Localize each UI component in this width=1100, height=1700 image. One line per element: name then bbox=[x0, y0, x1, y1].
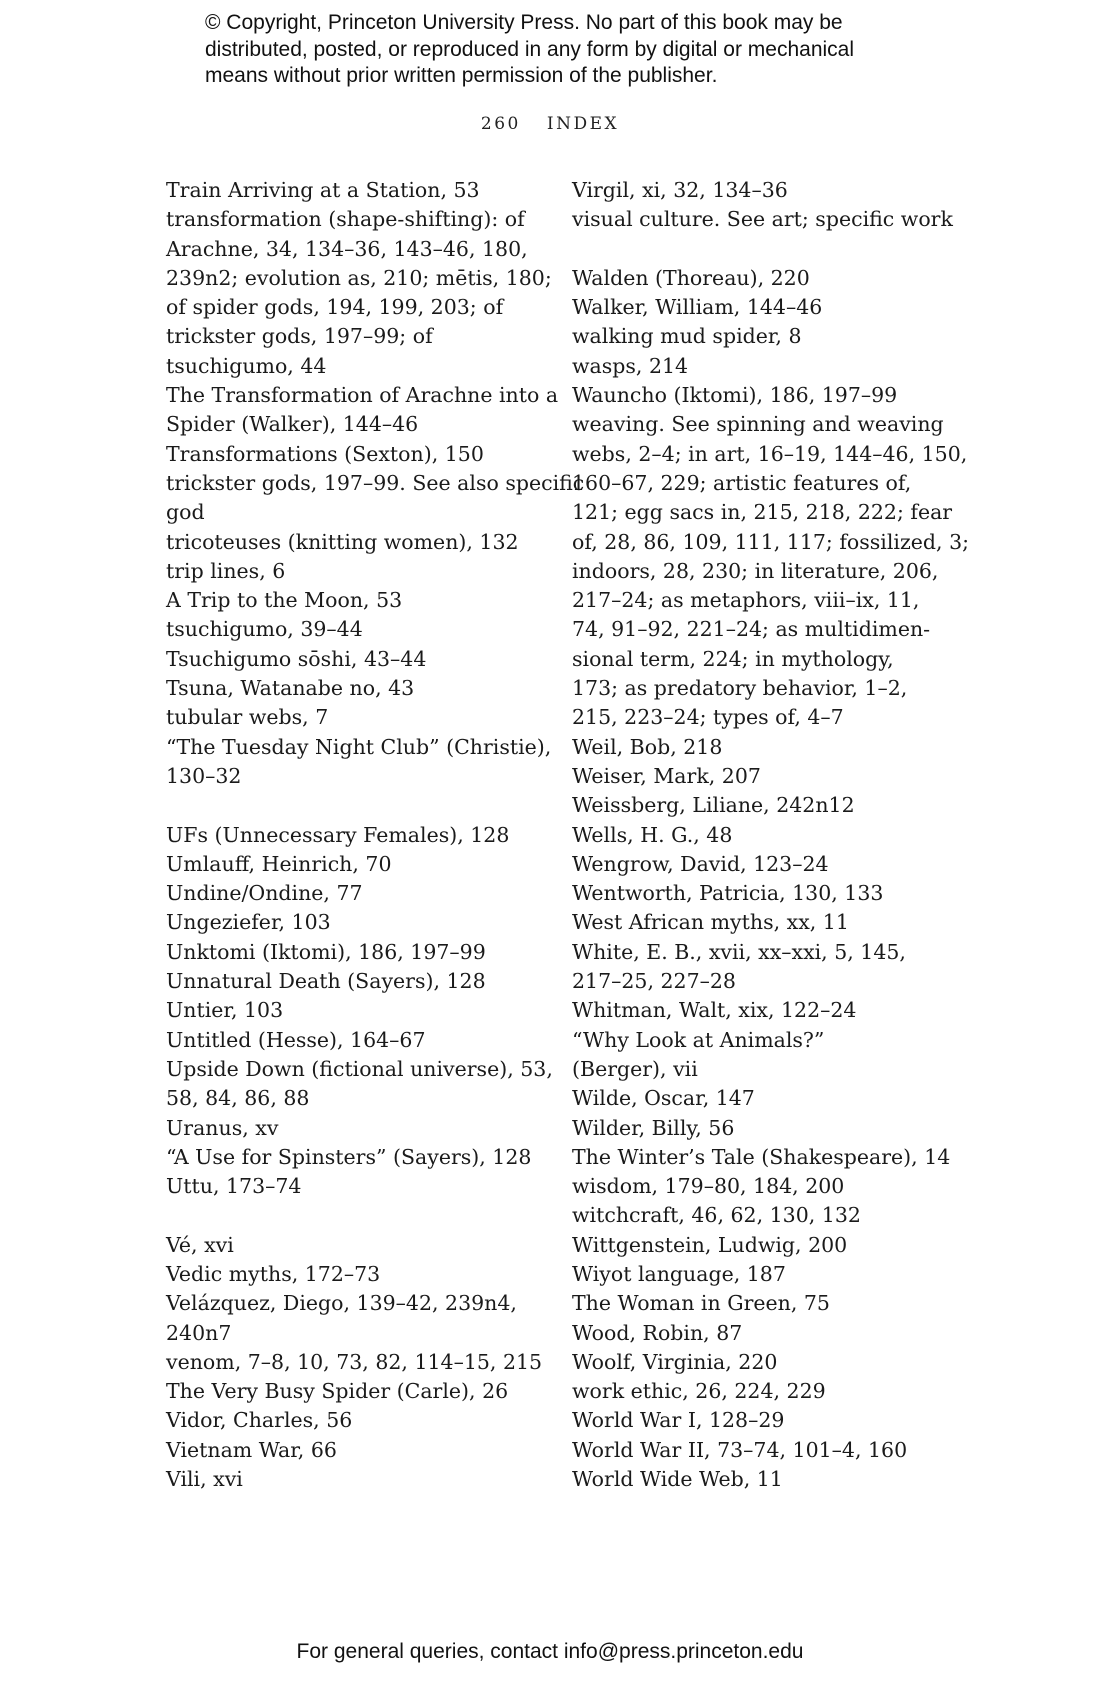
index-entry-line: trip lines, 6 bbox=[166, 558, 286, 583]
index-column-left bbox=[166, 176, 585, 1494]
index-entry-line: transformation (shape-shifting): of bbox=[166, 207, 525, 232]
index-entry bbox=[572, 1231, 952, 1260]
group-gap bbox=[572, 235, 952, 264]
index-group-v bbox=[166, 1231, 543, 1495]
index-entry bbox=[166, 1143, 536, 1172]
index-entry-line: venom, 7–8, 10, 73, 82, 114–15, 215 bbox=[166, 1349, 543, 1374]
index-entry bbox=[572, 1114, 952, 1143]
index-entry-line: Walker, William, 144–46 bbox=[572, 295, 823, 320]
index-entry bbox=[166, 528, 536, 557]
index-entry bbox=[166, 1348, 543, 1377]
index-entry-line: god bbox=[166, 500, 205, 525]
index-entry-line: weaving. See spinning and weaving bbox=[572, 412, 944, 437]
index-entry bbox=[572, 1406, 952, 1435]
index-entry-line: 130–32 bbox=[166, 763, 242, 788]
index-entry bbox=[572, 322, 952, 351]
index-entry bbox=[166, 1289, 536, 1348]
index-entry-line: 121; egg sacs in, 215, 218, 222; fear bbox=[572, 500, 953, 525]
index-entry-line: Unktomi (Iktomi), 186, 197–99 bbox=[166, 939, 486, 964]
index-entry bbox=[572, 1143, 952, 1172]
index-entry-line: 74, 91–92, 221–24; as multidimen- bbox=[572, 617, 931, 642]
page-number: 260 bbox=[480, 114, 521, 134]
index-entry-line: Uranus, xv bbox=[166, 1115, 279, 1140]
index-entry bbox=[166, 1406, 536, 1435]
index-entry bbox=[166, 1172, 536, 1201]
index-entry bbox=[572, 352, 952, 381]
index-entry-line: of spider gods, 194, 199, 203; of bbox=[166, 295, 504, 320]
index-entry bbox=[166, 1260, 536, 1289]
index-entry-line: A Trip to the Moon, 53 bbox=[166, 588, 403, 613]
index-entry bbox=[166, 1026, 536, 1055]
index-entry-line: Wells, H. G., 48 bbox=[572, 822, 733, 847]
index-entry-line: Wengrow, David, 123–24 bbox=[572, 851, 829, 876]
index-entry-line: The Transformation of Arachne into a bbox=[166, 383, 559, 408]
index-group-v-cont bbox=[572, 176, 952, 235]
index-entry-line: tsuchigumo, 39–44 bbox=[166, 617, 363, 642]
index-entry-line: Virgil, xi, 32, 134–36 bbox=[572, 178, 788, 202]
index-entry-line: “Why Look at Animals?” bbox=[572, 1027, 825, 1052]
index-entry-line: trickster gods, 197–99. See also specific bbox=[166, 470, 585, 495]
index-entry-line: sional term, 224; in mythology, bbox=[572, 646, 894, 671]
index-entry-line: Unnatural Death (Sayers), 128 bbox=[166, 969, 486, 994]
index-entry bbox=[572, 1201, 952, 1230]
index-entry-line: 58, 84, 86, 88 bbox=[166, 1086, 310, 1111]
copyright-line: means without prior written permission of the publisher. bbox=[205, 64, 718, 87]
group-gap bbox=[166, 1201, 536, 1230]
index-entry-line: World War II, 73–74, 101–4, 160 bbox=[572, 1437, 908, 1462]
index-entry bbox=[572, 938, 952, 997]
index-entry-line: Wentworth, Patricia, 130, 133 bbox=[572, 881, 884, 906]
index-entry-line: webs, 2–4; in art, 16–19, 144–46, 150, bbox=[572, 441, 968, 466]
index-entry-line: Wilde, Oscar, 147 bbox=[572, 1086, 755, 1111]
index-entry-line: Wittgenstein, Ludwig, 200 bbox=[572, 1232, 848, 1257]
index-entry-line: Untier, 103 bbox=[166, 998, 284, 1023]
index-entry-line: Whitman, Walt, xix, 122–24 bbox=[572, 998, 857, 1023]
index-entry-line: work ethic, 26, 224, 229 bbox=[572, 1379, 826, 1404]
copyright-line: distributed, posted, or reproduced in any form by digital or mechanical bbox=[205, 37, 855, 61]
index-entry bbox=[572, 205, 952, 234]
index-entry-line: Undine/Ondine, 77 bbox=[166, 881, 363, 906]
index-entry bbox=[166, 733, 552, 792]
index-entry bbox=[166, 821, 536, 850]
index-entry bbox=[166, 1114, 536, 1143]
index-entry bbox=[166, 615, 536, 644]
index-entry-line: 173; as predatory behavior, 1–2, bbox=[572, 676, 908, 701]
running-head bbox=[0, 114, 1100, 134]
section-title: INDEX bbox=[546, 114, 620, 134]
index-entry-line: Arachne, 34, 134–36, 143–46, 180, bbox=[166, 236, 528, 261]
index-entry bbox=[166, 1436, 536, 1465]
index-entry bbox=[166, 1377, 536, 1406]
index-entry-line: Untitled (Hesse), 164–67 bbox=[166, 1027, 426, 1052]
index-entry-line: trickster gods, 197–99; of bbox=[166, 324, 433, 349]
index-entry-line: 239n2; evolution as, 210; mētis, 180; bbox=[166, 265, 552, 290]
index-entry-line: Umlauff, Heinrich, 70 bbox=[166, 851, 392, 876]
index-entry-line: 215, 223–24; types of, 4–7 bbox=[572, 705, 844, 730]
index-entry bbox=[572, 996, 952, 1025]
index-entry bbox=[572, 381, 952, 410]
index-entry-line: Wauncho (Iktomi), 186, 197–99 bbox=[572, 383, 898, 408]
index-entry-line: tsuchigumo, 44 bbox=[166, 353, 327, 378]
index-entry-line: Uttu, 173–74 bbox=[166, 1174, 302, 1199]
index-entry-line: wasps, 214 bbox=[572, 353, 689, 378]
index-entry bbox=[166, 879, 536, 908]
index-entry-line: World War I, 128–29 bbox=[572, 1408, 785, 1433]
index-entry-line: Weil, Bob, 218 bbox=[572, 734, 723, 759]
index-entry-line: 240n7 bbox=[166, 1320, 232, 1345]
index-entry-line: Weiser, Mark, 207 bbox=[572, 763, 761, 788]
index-entry bbox=[572, 176, 952, 205]
index-entry bbox=[166, 938, 536, 967]
index-entry-line: 217–25, 227–28 bbox=[572, 969, 736, 994]
index-entry-line: The Woman in Green, 75 bbox=[572, 1291, 830, 1316]
index-entry-line: 217–24; as metaphors, viii–ix, 11, bbox=[572, 588, 920, 613]
index-entry bbox=[572, 1319, 952, 1348]
index-entry bbox=[166, 674, 536, 703]
index-entry-line: “A Use for Spinsters” (Sayers), 128 bbox=[166, 1144, 532, 1169]
index-entry bbox=[572, 1289, 952, 1318]
index-entry bbox=[166, 645, 536, 674]
index-entry bbox=[572, 1436, 952, 1465]
index-entry bbox=[166, 1465, 536, 1494]
index-entry bbox=[572, 293, 952, 322]
index-entry-line: White, E. B., xvii, xx–xxi, 5, 145, bbox=[572, 939, 906, 964]
index-entry-line: Ungeziefer, 103 bbox=[166, 910, 331, 935]
index-entry-line: Spider (Walker), 144–46 bbox=[166, 412, 419, 437]
index-entry-line: visual culture. See art; specific work bbox=[572, 207, 953, 232]
index-entry-line: Weissberg, Liliane, 242n12 bbox=[572, 793, 855, 818]
group-gap bbox=[166, 791, 536, 820]
index-entry bbox=[572, 879, 952, 908]
index-entry bbox=[572, 908, 952, 937]
footer-contact: For general queries, contact info@press.princeton.edu bbox=[296, 1640, 804, 1663]
index-entry bbox=[166, 469, 585, 528]
index-entry-line: of, 28, 86, 109, 111, 117; fossilized, 3; bbox=[572, 529, 970, 554]
index-entry bbox=[166, 381, 559, 440]
index-entry bbox=[572, 264, 952, 293]
index-entry bbox=[572, 1348, 952, 1377]
index-entry-line: tricoteuses (knitting women), 132 bbox=[166, 529, 519, 554]
index-entry bbox=[572, 791, 952, 820]
copyright-notice bbox=[205, 10, 965, 90]
index-entry bbox=[572, 1465, 952, 1494]
index-entry bbox=[572, 762, 952, 791]
index-entry bbox=[166, 996, 536, 1025]
index-entry bbox=[166, 205, 552, 381]
index-entry bbox=[166, 586, 536, 615]
index-entry-line: Transformations (Sexton), 150 bbox=[166, 441, 484, 466]
index-entry bbox=[166, 908, 536, 937]
index-entry bbox=[572, 850, 952, 879]
index-entry bbox=[572, 1377, 952, 1406]
index-entry-line: World Wide Web, 11 bbox=[572, 1467, 783, 1492]
index-entry-line: Wiyot language, 187 bbox=[572, 1261, 786, 1286]
index-entry bbox=[572, 410, 952, 439]
index-entry-line: The Winter’s Tale (Shakespeare), 14 bbox=[572, 1144, 951, 1169]
index-entry bbox=[572, 1172, 952, 1201]
index-entry bbox=[166, 850, 536, 879]
index-column-right bbox=[572, 176, 970, 1494]
index-entry bbox=[572, 1026, 952, 1085]
index-entry-line: Vé, xvi bbox=[166, 1232, 234, 1257]
index-entry-line: Tsuchigumo sōshi, 43–44 bbox=[166, 646, 427, 671]
index-entry-line: Velázquez, Diego, 139–42, 239n4, bbox=[166, 1291, 517, 1316]
index-entry bbox=[572, 1260, 952, 1289]
copyright-line: © Copyright, Princeton University Press. No part of this book may be bbox=[205, 11, 843, 34]
index-entry-line: UFs (Unnecessary Females), 128 bbox=[166, 822, 510, 847]
index-entry-line: Tsuna, Watanabe no, 43 bbox=[166, 676, 415, 701]
index-entry bbox=[166, 176, 536, 205]
index-entry-line: walking mud spider, 8 bbox=[572, 324, 802, 349]
index-entry-line: Vietnam War, 66 bbox=[166, 1437, 337, 1462]
index-entry-line: witchcraft, 46, 62, 130, 132 bbox=[572, 1203, 861, 1228]
index-entry bbox=[166, 1055, 553, 1114]
index-entry-line: Vili, xvi bbox=[166, 1467, 243, 1492]
index-entry bbox=[166, 440, 536, 469]
index-entry-line: Wood, Robin, 87 bbox=[572, 1320, 743, 1345]
index-entry-line: “The Tuesday Night Club” (Christie), bbox=[166, 734, 552, 759]
index-entry-line: indoors, 28, 230; in literature, 206, bbox=[572, 558, 939, 583]
index-entry-line: West African myths, xx, 11 bbox=[572, 910, 849, 935]
index-entry-line: Wilder, Billy, 56 bbox=[572, 1115, 735, 1140]
index-entry-line: (Berger), vii bbox=[572, 1056, 698, 1081]
index-entry bbox=[572, 440, 970, 733]
index-group-u bbox=[166, 821, 553, 1202]
index-entry-line: Walden (Thoreau), 220 bbox=[572, 265, 810, 290]
index-entry bbox=[572, 1084, 952, 1113]
index-entry-line: Upside Down (fictional universe), 53, bbox=[166, 1056, 553, 1081]
index-entry-line: wisdom, 179–80, 184, 200 bbox=[572, 1174, 845, 1199]
index-entry-line: The Very Busy Spider (Carle), 26 bbox=[166, 1379, 509, 1404]
index-entry bbox=[166, 703, 536, 732]
index-group-t bbox=[166, 176, 585, 791]
index-entry bbox=[572, 733, 952, 762]
index-entry-line: Vedic myths, 172–73 bbox=[166, 1261, 381, 1286]
index-entry bbox=[166, 1231, 536, 1260]
index-entry bbox=[166, 967, 536, 996]
index-entry-line: tubular webs, 7 bbox=[166, 705, 329, 730]
index-group-w bbox=[572, 264, 970, 1494]
index-entry bbox=[166, 557, 536, 586]
index-entry-line: Train Arriving at a Station, 53 bbox=[166, 178, 480, 202]
index-entry-line: Woolf, Virginia, 220 bbox=[572, 1349, 778, 1374]
index-entry-line: Vidor, Charles, 56 bbox=[166, 1408, 353, 1433]
index-entry bbox=[572, 821, 952, 850]
index-entry-line: 160–67, 229; artistic features of, bbox=[572, 470, 912, 495]
